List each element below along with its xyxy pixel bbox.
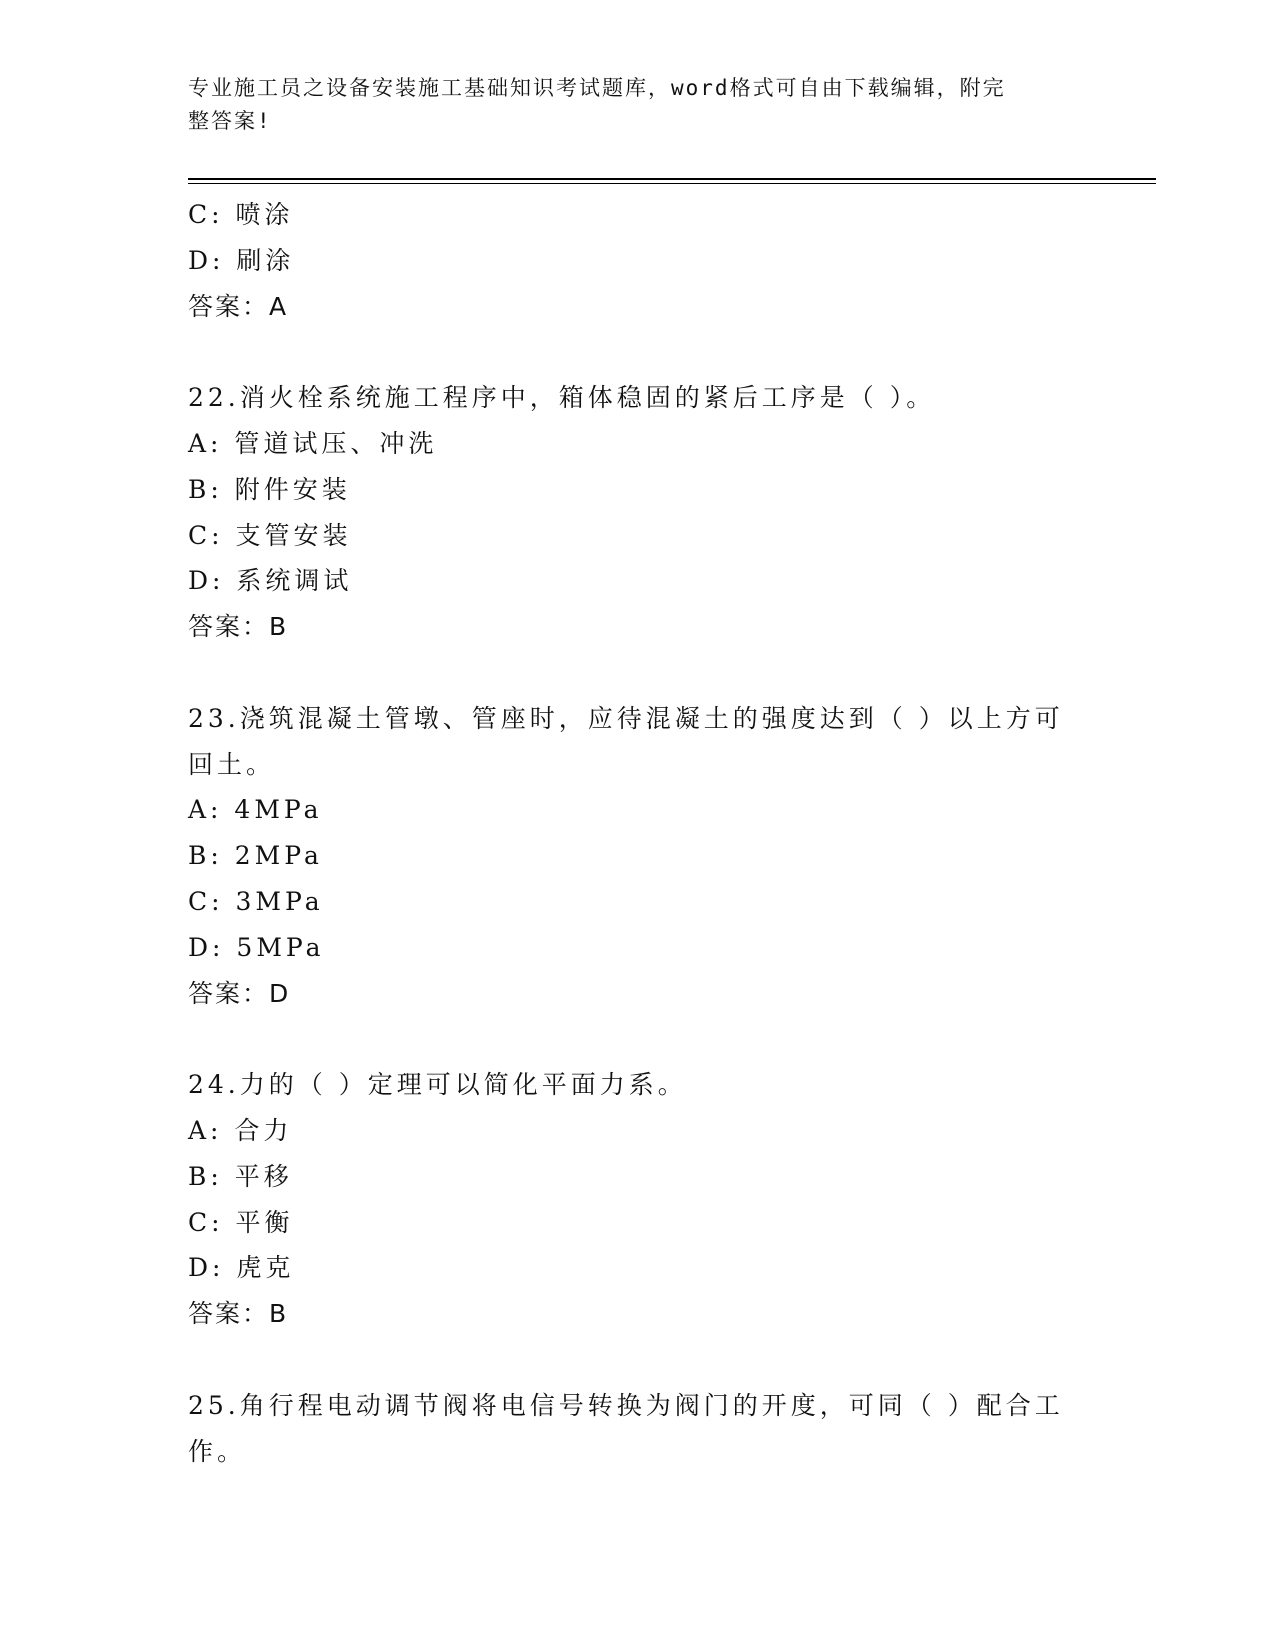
- answer: 答案：A: [188, 291, 289, 321]
- exam-content: [188, 192, 1068, 1474]
- spacer: [188, 1337, 1068, 1383]
- option-d: D: 虎克: [188, 1253, 295, 1283]
- question-25: [188, 1383, 1068, 1475]
- option-a: A: 管道试压、冲洗: [188, 428, 438, 458]
- option-b: B: 2MPa: [188, 841, 323, 871]
- question-23: [188, 696, 1068, 1017]
- option-c: C: 支管安装: [188, 520, 352, 550]
- question-stem-line-2: 作。: [188, 1436, 247, 1466]
- question-stem-line-2: 回土。: [188, 749, 276, 779]
- answer: 答案：D: [188, 978, 291, 1008]
- question-stem-line-1: 25.角行程电动调节阀将电信号转换为阀门的开度，可同（ ）配合工: [188, 1390, 1064, 1420]
- option-c: C: 3MPa: [188, 886, 324, 916]
- option-c: C: 平衡: [188, 1207, 294, 1237]
- spacer: [188, 1016, 1068, 1062]
- question-22: [188, 375, 1068, 650]
- question-24: [188, 1062, 1068, 1337]
- header-rule-thick: [188, 178, 1156, 180]
- option-d: D: 5MPa: [188, 932, 325, 962]
- option-b: B: 平移: [188, 1161, 293, 1191]
- header-line-1: 专业施工员之设备安装施工基础知识考试题库，word格式可自由下载编辑，附完: [188, 76, 1006, 100]
- spacer: [188, 650, 1068, 696]
- option-b: B: 附件安装: [188, 474, 351, 504]
- header-rule-thin: [188, 183, 1156, 184]
- question-stem: 24.力的（ ）定理可以简化平面力系。: [188, 1070, 687, 1100]
- option-d: D: 刷涂: [188, 245, 295, 275]
- question-21-tail: [188, 192, 1068, 329]
- option-a: A: 合力: [188, 1115, 293, 1145]
- option-c: C: 喷涂: [188, 200, 294, 229]
- option-d: D: 系统调试: [188, 566, 353, 596]
- question-stem: 22.消火栓系统施工程序中，箱体稳固的紧后工序是（ ）。: [188, 383, 936, 413]
- answer: 答案：B: [188, 612, 289, 642]
- question-stem-line-1: 23.浇筑混凝土管墩、管座时，应待混凝土的强度达到（ ）以上方可: [188, 703, 1064, 733]
- option-a: A: 4MPa: [188, 795, 323, 825]
- document-header: [188, 72, 1068, 138]
- answer: 答案：B: [188, 1299, 289, 1329]
- header-line-2: 整答案!: [188, 109, 272, 133]
- spacer: [188, 329, 1068, 375]
